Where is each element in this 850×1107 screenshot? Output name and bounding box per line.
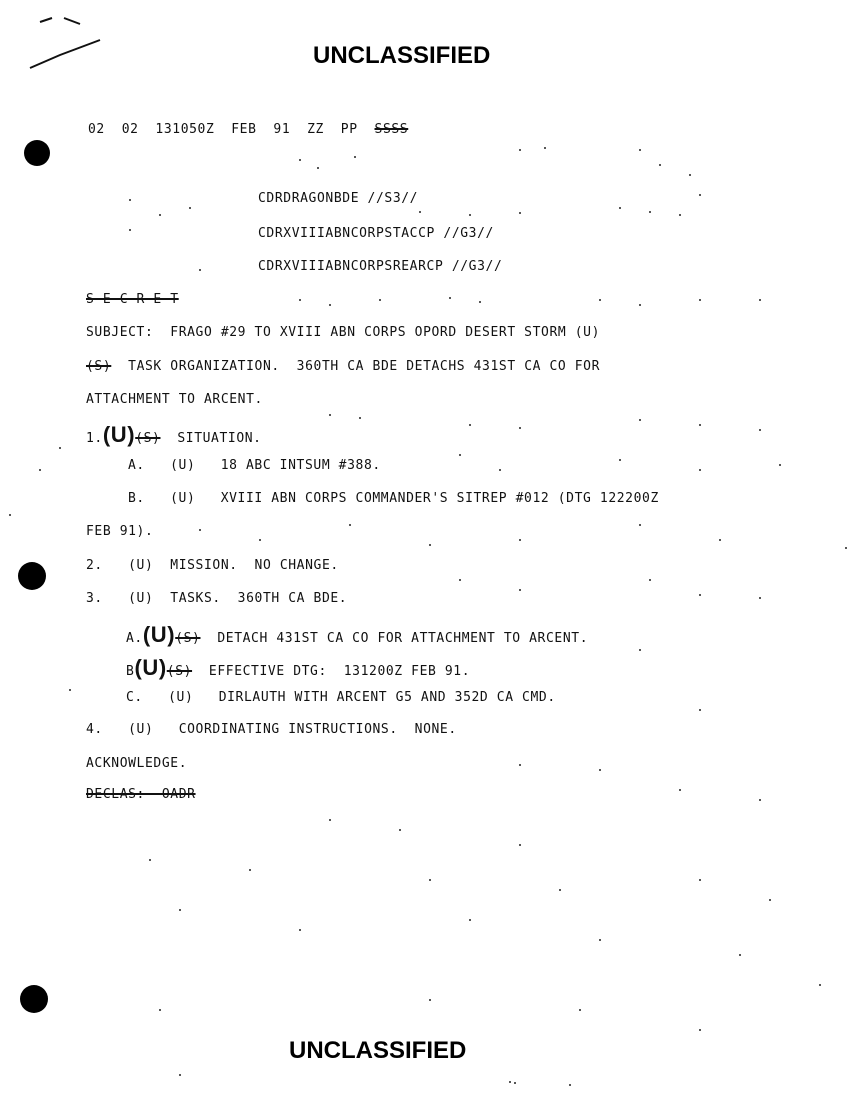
task-organization-line-2: ATTACHMENT TO ARCENT. [86, 392, 263, 407]
para1-number: 1. [86, 431, 103, 446]
task-organization-line-1 [86, 359, 600, 374]
paragraph-4: 4. (U) COORDINATING INSTRUCTIONS. NONE. [86, 722, 457, 737]
punch-hole-middle [18, 562, 46, 590]
para3a-text: DETACH 431ST CA CO FOR ATTACHMENT TO ARCENT. [217, 631, 589, 646]
paragraph-1b-line-1: B. (U) XVIII ABN CORPS COMMANDER'S SITREP #012 (DTG 122200Z [128, 491, 659, 506]
para3a-label: A. [126, 631, 143, 646]
para1-unclassified-stamp: (U) [102, 422, 136, 447]
addressee-3: CDRXVIIIABNCORPSREARCP //G3// [258, 259, 503, 274]
addressee-1: CDRDRAGONBDE //S3// [258, 191, 419, 206]
para1-struck-marking: (S) [135, 431, 161, 446]
para3b-unclassified-stamp: (U) [134, 655, 167, 680]
paragraph-3c: C. (U) DIRLAUTH WITH ARCENT G5 AND 352D CA CMD. [126, 690, 556, 705]
paragraph-3b [126, 655, 470, 681]
para3b-label: B [126, 664, 135, 679]
para3b-text: EFFECTIVE DTG: 131200Z FEB 91. [208, 664, 471, 679]
paragraph-1 [86, 422, 262, 448]
paragraph-1a: A. (U) 18 ABC INTSUM #388. [128, 458, 381, 473]
paragraph-3a [126, 622, 588, 648]
para3b-struck-marking: (S) [166, 664, 193, 679]
routing-line [88, 122, 408, 137]
paragraph-3: 3. (U) TASKS. 360TH CA BDE. [86, 591, 348, 606]
subject-line: SUBJECT: FRAGO #29 TO XVIII ABN CORPS OPORD DESERT STORM (U) [86, 325, 601, 340]
acknowledge-line: ACKNOWLEDGE. [86, 756, 188, 771]
paragraph-2: 2. (U) MISSION. NO CHANGE. [86, 558, 339, 573]
header-classification-banner: UNCLASSIFIED [313, 42, 491, 69]
punch-hole-bottom [20, 985, 48, 1013]
punch-hole-top [24, 140, 50, 166]
footer-classification-banner: UNCLASSIFIED [289, 1037, 467, 1064]
para3a-unclassified-stamp: (U) [142, 622, 176, 647]
struck-declassification-line: DECLAS: OADR [86, 787, 196, 802]
struck-classification-marking: S E C R E T [86, 292, 179, 307]
routing-struck-classification: SSSS [374, 122, 409, 137]
paragraph-1b-line-2: FEB 91). [86, 524, 154, 539]
task-org-struck-marking: (S) [86, 359, 112, 374]
routing-text: 02 02 131050Z FEB 91 ZZ PP [88, 122, 358, 137]
addressee-2: CDRXVIIIABNCORPSTACCP //G3// [258, 226, 494, 241]
task-org-text: TASK ORGANIZATION. 360TH CA BDE DETACHS 431ST CA CO FOR [128, 359, 601, 374]
para3a-struck-marking: (S) [175, 631, 201, 646]
para1-text: SITUATION. [177, 431, 262, 446]
